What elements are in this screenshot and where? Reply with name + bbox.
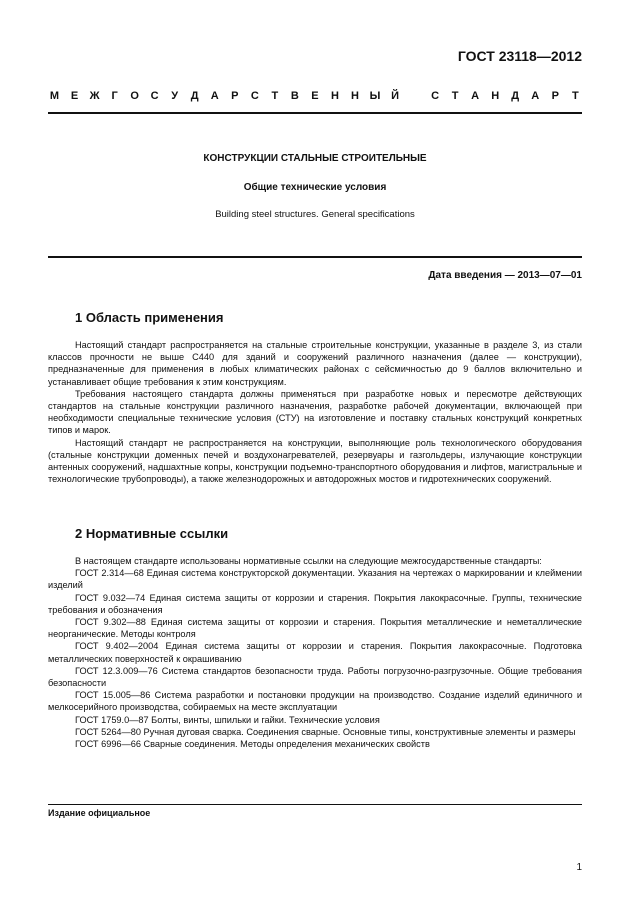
banner-letter: Т [571,90,579,102]
banner-letter: М [49,90,60,102]
paragraph: Требования настоящего стандарта должны применяться при разработке новых и пересмотре действующих стандартов на стальные конструкции различного назначения, разработке рабочей документации, включающей при необходимости специальные технические условия (СТУ) на изготовление и поставку стальных конструкций конкретных типов и марок. [48,388,582,436]
banner-letter: Т [451,90,459,102]
paragraph: Настоящий стандарт распространяется на стальные строительные конструкции, указанные в разделе 3, из стали классов прочности не выше С440 для зданий и сооружений различного назначения (далее — конструкции), предназначенные для применения в любых климатических районах с сейсмичностью до 9 баллов включительно и устанавливает общие требования к этим конструкциям. [48,340,582,387]
banner-letter: А [210,90,219,102]
banner-letter: С [250,90,259,102]
reference-item: ГОСТ 9.302—88 Единая система защиты от коррозии и старения. Покрытия металлические и неметаллические неорганические. Методы контроля [48,617,582,640]
reference-item: ГОСТ 1759.0—87 Болты, винты, шпильки и гайки. Технические условия [75,714,380,725]
banner-letter: Е [311,90,319,102]
banner-letter: Д [190,90,199,102]
banner-letter: С [150,90,159,102]
banner-gap [409,90,422,102]
reference-item: ГОСТ 9.402—2004 Единая система защиты от коррозии и старения. Покрытия лакокрасочные. Подготовка металлических поверхностей к окрашиванию [48,641,582,664]
section-2-heading: 2 Нормативные ссылки [75,526,229,541]
document-title: КОНСТРУКЦИИ СТАЛЬНЫЕ СТРОИТЕЛЬНЫЕ [203,153,427,164]
banner-letter: С [431,90,440,102]
banner-letter: Т [271,90,279,102]
reference-item: ГОСТ 9.032—74 Единая система защиты от коррозии и старения. Покрытия лакокрасочные. Группы, технические требования и обозначения [48,592,582,615]
reference-item: ГОСТ 5264—80 Ручная дуговая сварка. Соединения сварные. Основные типы, конструктивные элементы и размеры [75,726,576,737]
page-number: 1 [576,862,582,873]
document-code: ГОСТ 23118—2012 [457,48,582,64]
edition-label: Издание официальное [48,808,151,818]
section-2-body [48,555,582,750]
section-1-heading: 1 Область применения [75,310,224,325]
footer-divider [48,804,582,805]
banner-letter: Д [511,90,520,102]
banner-letter: Р [231,90,239,102]
banner-letter: А [471,90,480,102]
paragraph: В настоящем стандарте использованы нормативные ссылки на следующие межгосударственные стандарты: [75,556,542,566]
banner-letter: Н [491,90,500,102]
banner-letter: А [531,90,540,102]
banner-letter: О [130,90,139,102]
banner-letter: Е [70,90,79,102]
banner-letter: Й [391,90,399,102]
banner-letter: Г [111,90,118,102]
standard-type-banner [48,90,582,102]
banner-letter: Н [330,90,339,102]
banner-letter: Ж [89,90,100,102]
introduction-date: Дата введения — 2013—07—01 [428,270,582,281]
reference-item: ГОСТ 6996—66 Сварные соединения. Методы определения механических свойств [75,739,430,750]
top-divider [48,112,582,114]
banner-letter: В [290,90,299,102]
title-divider [48,256,582,258]
reference-item: ГОСТ 2.314—68 Единая система конструкторской документации. Указания на чертежах о маркировании и клеймении изделий [48,568,582,591]
banner-letter: У [171,90,179,102]
reference-item: ГОСТ 15.005—86 Система разработки и постановки продукции на производство. Создание изделий единичного и мелкосерийного производства, собираемых на месте эксплуатации [48,690,582,713]
document-title-english: Building steel structures. General specifications [215,209,415,220]
section-1-body [48,339,582,485]
banner-letter: Р [551,90,559,102]
banner-letter: Ы [369,90,381,102]
document-subtitle: Общие технические условия [243,182,387,193]
reference-item: ГОСТ 12.3.009—76 Система стандартов безопасности труда. Работы погрузочно-разгрузочные. Общие требования безопасности [48,665,582,689]
paragraph: Настоящий стандарт не распространяется на конструкции, выполняющие роль технологического оборудования (стальные конструкции доменных печей и воздухонагревателей, резервуары и газгольдеры, излучающие конструкции антенных сооружений, надшахтные копры, конструкции подъемно-транспортного оборудования и лифтов, магистральные и технологические трубопроводы), а также железнодорожных и автодорожных мостов и гидротехнических сооружений. [48,437,582,485]
banner-letter: Н [350,90,359,102]
